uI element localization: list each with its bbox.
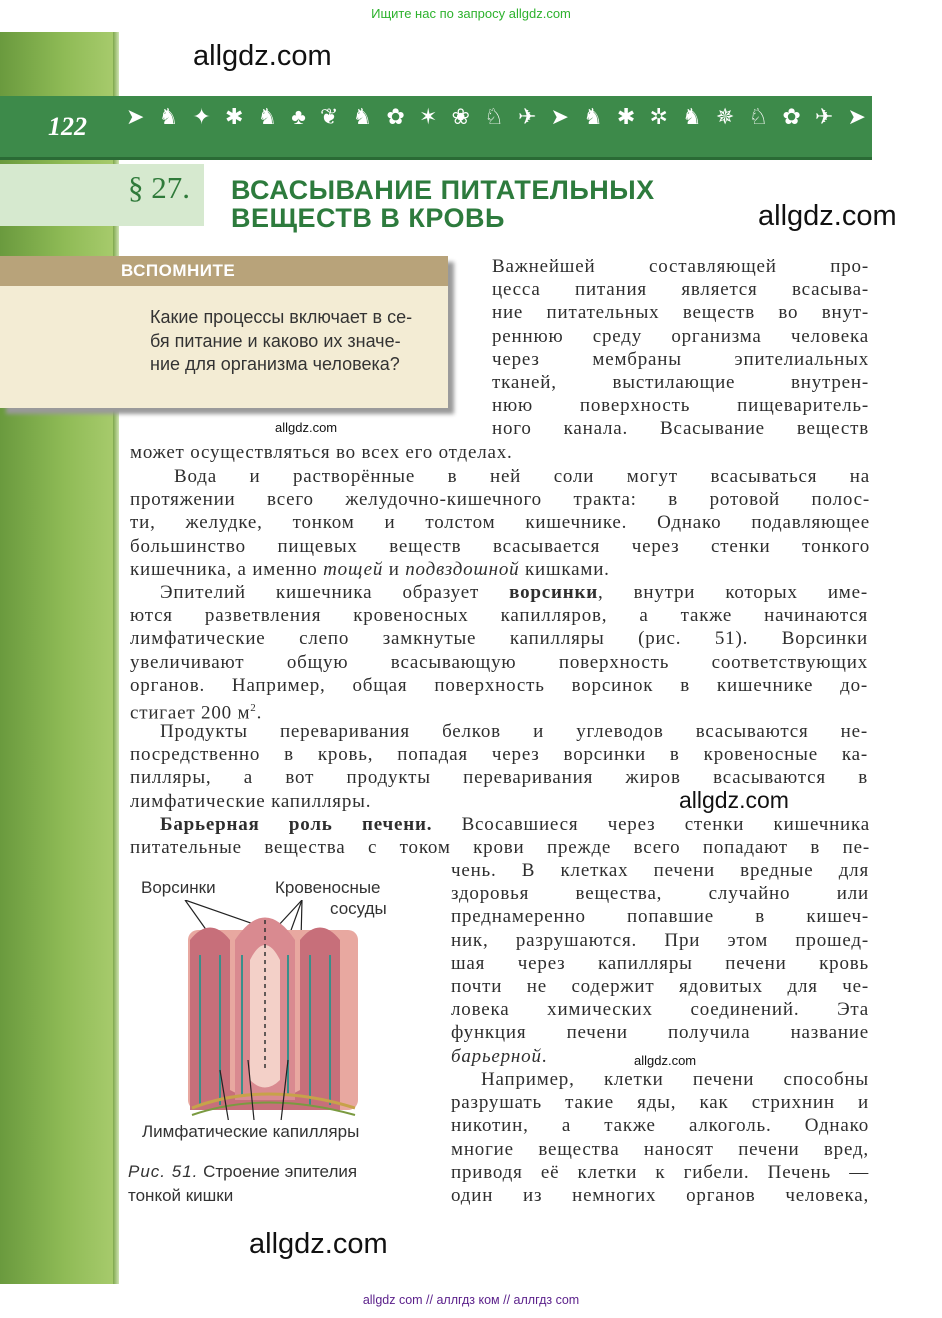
animal-silhouettes-strip (126, 101, 866, 133)
text-line: лимфатические капилляры. (130, 790, 372, 812)
watermark: allgdz.com (193, 40, 332, 72)
text-line: тканей, выстилающие внутрен- (492, 372, 869, 394)
text-line: Вода и растворённые в ней соли могут всасываться на (174, 466, 870, 487)
figure-number: Рис. 51. (128, 1162, 199, 1181)
text-run: кишечника, а именно (130, 558, 324, 580)
text-line: функция печени получила название (451, 1022, 869, 1044)
body-paragraph-5-right (451, 859, 869, 1068)
text-line: почти не содержит ядовитых для че- (451, 976, 869, 998)
text-line: приводя её клетки к гибели. Печень — (451, 1161, 869, 1183)
butterfly-icon: ✿ (386, 104, 405, 129)
caption-line: тонкой кишки (128, 1186, 234, 1205)
villi-tissue (188, 918, 358, 1116)
text-line: преднамеренно попавшие в кишеч- (451, 906, 869, 928)
paragraph-number: § 27. (128, 170, 190, 205)
text-line (130, 581, 868, 604)
watermark: allgdz.com (249, 1228, 388, 1260)
remember-line: Какие процессы включает в се- (150, 307, 413, 327)
figure-label-lymph: Лимфатические капилляры (142, 1122, 360, 1141)
figure-label-villi: Ворсинки (141, 878, 216, 897)
text-line: Например, клетки печени способны (481, 1069, 869, 1090)
remember-line: бя питание и каково их значе- (150, 330, 401, 351)
rabbit-icon: ♘ (748, 104, 769, 129)
text-line: цесса питания является всасыва- (492, 279, 869, 301)
text-line: многие вещества наносят печени вред, (451, 1138, 869, 1160)
caption-line (128, 1160, 410, 1184)
term-ileum: подвздошной (405, 558, 520, 580)
top-banner[interactable]: Ищите нас по запросу allgdz.com (371, 6, 571, 21)
dolphin-icon: ➤ (847, 104, 866, 129)
figure-label-vessels-2: сосуды (330, 899, 387, 918)
rodent-icon: ❦ (319, 104, 339, 129)
moth-icon: ✿ (782, 104, 801, 129)
text-run: . (256, 702, 263, 724)
watermark: allgdz.com (758, 200, 897, 232)
text-line: ние питательных веществ во внут- (492, 302, 869, 324)
remember-line: ние для организма человека? (150, 354, 400, 374)
section-heading-liver: Барьерная роль печени. (160, 814, 433, 835)
bird-flying-icon: ✈ (517, 104, 537, 129)
insect-icon: ✱ (224, 104, 244, 129)
text-line: пилляры, а вот продукты переваривания жиров всасываются в (130, 767, 868, 789)
text-line: Продукты переваривания белков и углеводов всасываются не- (160, 721, 868, 742)
text-line: увеличивают общую всасывающую поверхность соответствующих (130, 651, 868, 673)
crane-icon: ✈ (814, 104, 834, 129)
whale-icon: ➤ (550, 104, 569, 129)
cat-icon: ♣ (291, 104, 306, 129)
body-paragraph-5 (130, 813, 870, 859)
deer-icon: ♞ (158, 104, 179, 129)
text-line: разрушать такие яды, как стрихнин и (451, 1092, 869, 1114)
fish-icon: ➤ (126, 104, 145, 129)
text-line: шая через капилляры печени кровь (451, 952, 869, 974)
chapter-title-line1: ВСАСЫВАНИЕ ПИТАТЕЛЬНЫХ (231, 175, 655, 205)
text-line: может осуществляться во всех его отделах. (130, 442, 513, 463)
text-line: лимфатические слепо замкнутые капилляры (рис. 51). Ворсинки (130, 628, 868, 650)
page-number: 122 (48, 112, 87, 141)
text-line: органов. Например, общая поверхность ворсинок в кишечнике до- (130, 674, 868, 696)
body-paragraph-3 (130, 581, 868, 725)
term-jejunum: тощей (323, 558, 384, 580)
bison-icon: ♞ (352, 104, 373, 129)
elk-icon: ♞ (583, 104, 603, 129)
caption-text: Строение эпителия (198, 1162, 358, 1181)
chapter-title (231, 176, 655, 232)
text-line: один из немногих органов человека, (451, 1185, 869, 1207)
horse-icon: ♘ (484, 104, 504, 129)
text-line: чень. В клетках печени вредные для (451, 860, 869, 881)
text-run: кишками. (519, 558, 610, 580)
lizard-icon: ✵ (715, 104, 735, 129)
scorpion-icon: ✶ (418, 104, 438, 129)
text-line: Важнейшей составляющей про- (492, 256, 869, 277)
text-line: посредственно в кровь, попадая через ворсинки в кровеносные ка- (130, 744, 868, 766)
text-line: питательные вещества с током крови прежде всего попадают в пе- (130, 837, 870, 859)
frog-icon: ✱ (616, 104, 636, 129)
bear-icon: ♞ (682, 104, 702, 129)
text-line: через мембраны эпителиальных (492, 348, 869, 370)
text-line: ник, разрушаются. При этом прошед- (451, 929, 869, 951)
text-run: Эпителий кишечника образует (160, 582, 510, 603)
boar-icon: ♞ (257, 104, 278, 129)
text-line: здоровья вещества, случайно или (451, 883, 869, 905)
text-line: нюю поверхность пищеваритель- (492, 395, 869, 417)
text-line: ного канала. Всасывание веществ (492, 418, 869, 440)
term-villi: ворсинки (509, 582, 598, 603)
text-run: стигает 200 м (130, 702, 251, 724)
text-line: большинство пищевых веществ всасывается через стенки тонкого (130, 535, 870, 557)
text-run: . (541, 1045, 548, 1067)
watermark: allgdz.com (634, 1053, 697, 1068)
chapter-title-line2: ВЕЩЕСТВ В КРОВЬ (231, 203, 505, 233)
watermark: allgdz.com (275, 420, 338, 435)
text-line: реннюю среду организма человека (492, 325, 869, 347)
remember-question (150, 306, 438, 377)
text-line: ются разветвления кровеносных капилляров, а также начинаются (130, 605, 868, 627)
watermark: allgdz.com (679, 787, 789, 813)
figure-label-vessels: Кровеносные (275, 878, 381, 897)
bird-icon: ✦ (192, 104, 211, 129)
body-paragraph-1-end (130, 441, 870, 464)
superscript: 2 (250, 702, 257, 715)
figure-caption (128, 1160, 410, 1208)
body-paragraph-2 (130, 465, 870, 581)
text-line: ти, желудке, тонком и толстом кишечнике. Однако подавляющее (130, 512, 870, 534)
text-line (130, 813, 870, 836)
bottom-banner[interactable]: allgdz com // аллгдз ком // аллгдз com (362, 1293, 580, 1307)
body-paragraph-6 (451, 1068, 869, 1207)
text-run: и (383, 558, 406, 580)
remember-title: ВСПОМНИТЕ (121, 261, 236, 280)
villi-illustration (180, 900, 380, 1120)
text-line: ловека химических соединений. Эта (451, 999, 869, 1021)
text-line: никотин, а также алкоголь. Однако (451, 1115, 869, 1137)
snail-icon: ❀ (451, 104, 470, 129)
text-line (130, 558, 870, 581)
body-paragraph-1 (492, 255, 869, 441)
text-run: Всосавшиеся через стенки кишечника (432, 814, 870, 835)
bug-icon: ✲ (649, 104, 668, 129)
term-barrier: барьерной (451, 1045, 542, 1067)
text-line: протяжении всего желудочно-кишечного тракта: в ротовой полос- (130, 489, 870, 511)
text-run: , внутри которых име- (597, 582, 868, 603)
